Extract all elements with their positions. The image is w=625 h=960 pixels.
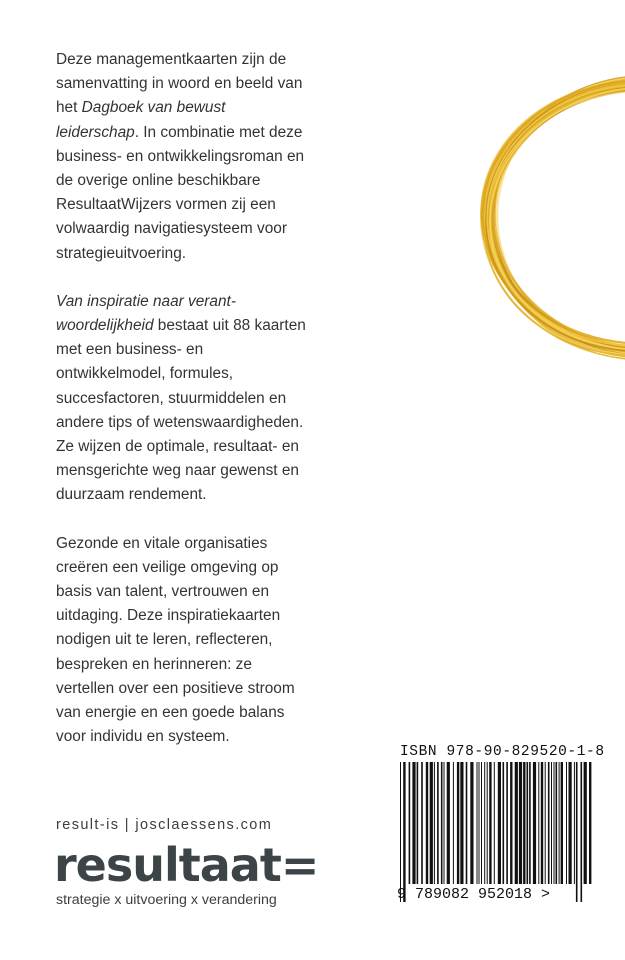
isbn-label: ISBN 978-90-829520-1-8 <box>400 744 605 760</box>
ring-stroke <box>492 80 625 354</box>
ring-stroke <box>480 80 625 357</box>
ring-stroke <box>484 86 625 355</box>
website-line: result-is | josclaessens.com <box>56 817 273 833</box>
book-title-emphasis: Dagboek van bewust leiderschap <box>56 99 226 141</box>
barcode-bar <box>434 762 435 884</box>
barcode-bar <box>569 762 572 884</box>
barcode-bar <box>527 762 529 884</box>
ring-stroke <box>491 89 625 348</box>
barcode-bar <box>581 762 583 902</box>
ring-stroke <box>487 81 625 354</box>
barcode-bar <box>444 762 445 884</box>
barcode-bar <box>498 762 501 884</box>
paragraph-intro-text-cont: . In combinatie met deze business- en ontwikkelingsroman en de overige online beschikbare ResultaatWijzers vormen zij een volwaardig navigatiesysteem voor strategieuitvoering. <box>56 123 305 262</box>
ring-stroke <box>482 79 625 353</box>
barcode-bar <box>566 762 567 884</box>
barcode-bar <box>533 762 536 884</box>
barcode-bar <box>559 762 560 884</box>
barcode-bar <box>503 762 505 884</box>
barcode-bar <box>556 762 558 884</box>
barcode-bar <box>437 762 439 884</box>
barcode-bar <box>426 762 428 884</box>
ring-stroke <box>491 78 625 357</box>
barcode-bar <box>523 762 525 884</box>
barcode-bar <box>506 762 508 884</box>
paragraph-cards <box>56 290 306 508</box>
barcode-bar <box>403 762 405 902</box>
barcode-bar <box>561 762 563 884</box>
barcode-bar <box>484 762 485 884</box>
barcode-bar <box>470 762 473 884</box>
barcode-bar <box>545 762 546 884</box>
barcode-bar <box>541 762 543 884</box>
barcode-bar <box>576 762 578 902</box>
barcode-bar <box>466 762 468 884</box>
barcode-bar <box>554 762 555 884</box>
ring-stroke <box>490 80 625 361</box>
barcode-bar <box>417 762 419 884</box>
barcode-bar <box>430 762 433 884</box>
brand-logo: resultaat= <box>54 838 319 892</box>
barcode-bar <box>460 762 463 884</box>
paragraph-intro-text: Deze managementkaarten zijn de samenvatting in woord en beeld van het <box>56 51 303 117</box>
barcode-bar <box>510 762 512 884</box>
paragraph-intro <box>56 48 306 266</box>
barcode-bar <box>447 762 450 884</box>
barcode-bar <box>489 762 491 884</box>
card-set-title-emphasis: Van inspiratie naar verantwoordelijkheid <box>56 292 236 335</box>
barcode-bar <box>529 762 531 884</box>
paragraph-organisations: Gezonde en vitale organisaties creëren een veilige omgeving op basis van talent, vertrouwen en uitdaging. Deze inspiratiekaarten nodigen uit te leren, reflecteren, bespreken en herinneren: ze vertellen over een positieve stroom van energie en een goede balans voor individu en systeem. <box>56 534 295 746</box>
ring-stroke <box>487 85 625 345</box>
barcode-bar <box>421 762 423 884</box>
barcode-bar <box>453 762 454 884</box>
barcode-bar <box>479 762 480 884</box>
barcode-bar <box>441 762 443 884</box>
barcode-bar <box>457 762 459 884</box>
barcode-bar <box>412 762 415 884</box>
ring-stroke <box>488 87 625 352</box>
barcode-bar <box>481 762 482 884</box>
ring-stroke <box>488 82 625 351</box>
barcode-digits: 9 789082 952018 > <box>397 886 551 903</box>
paragraph-cards-text: bestaat uit 88 kaarten met een business- en ontwikkelmodel, formules, succesfactoren, stuurmiddelen en andere tips of wetenswaardigheden. Ze wijzen de optimale, resultaat- en mensgerichte weg naar gewenst en duurzaam rendement. <box>56 317 306 504</box>
ring-stroke <box>495 74 625 357</box>
barcode-bar <box>589 762 591 884</box>
barcode-bar <box>515 762 518 884</box>
barcode-bar <box>574 762 575 884</box>
ring-stroke <box>488 82 625 354</box>
barcode-bar <box>487 762 488 884</box>
brand-tagline: strategie x uitvoering x verandering <box>56 892 277 908</box>
body-text <box>56 48 306 773</box>
gold-ring-graphic <box>378 50 625 380</box>
barcode-bar <box>494 762 495 884</box>
barcode-bar <box>477 762 478 884</box>
barcode-bar <box>400 762 401 902</box>
barcode-bar <box>551 762 552 884</box>
barcode-bar <box>409 762 411 884</box>
barcode-bar <box>548 762 550 884</box>
barcode-bar <box>538 762 539 884</box>
ring-stroke <box>482 78 625 352</box>
ring-stroke <box>483 77 625 361</box>
barcode-bar <box>519 762 522 884</box>
ring-stroke <box>482 78 625 353</box>
barcode-bar <box>584 762 587 884</box>
ring-stroke <box>486 82 625 349</box>
ring-stroke <box>488 85 625 355</box>
